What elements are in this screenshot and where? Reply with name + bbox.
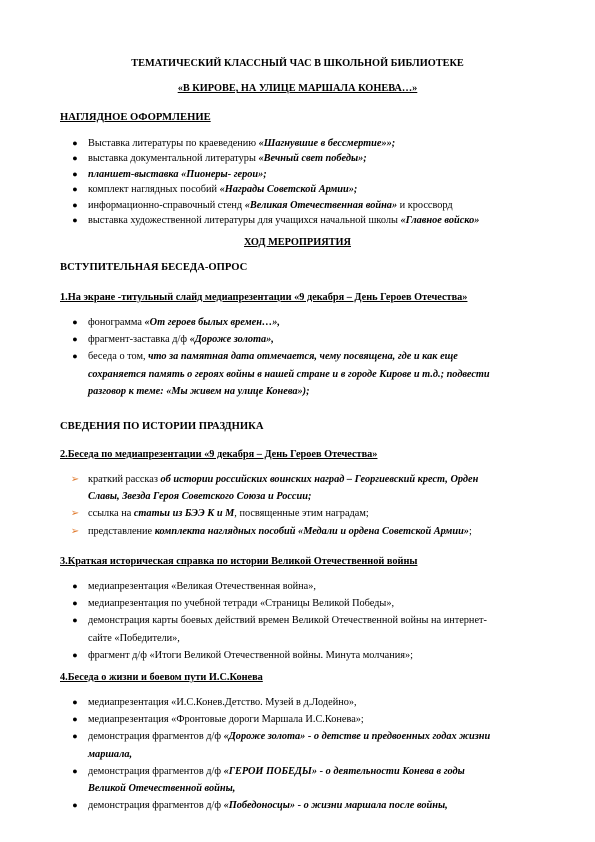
list-item-em: планшет-выставка «Пионеры- герои»; (88, 168, 267, 180)
list-item (88, 488, 568, 505)
bullet-icon: ● (72, 581, 78, 591)
list-item-em: комплекта наглядных пособий «Медали и ордена Советской Армии» (154, 525, 469, 537)
subheading-4: 4.Беседа о жизни и боевом пути И.С.Конева (60, 672, 263, 683)
list-item-pre: краткий рассказ (88, 474, 161, 485)
list-item-em: «Вечный свет победы»; (258, 153, 367, 165)
document-subtitle: «В КИРОВЕ, НА УЛИЦЕ МАРШАЛА КОНЕВА…» (177, 83, 418, 94)
list-item (72, 314, 568, 331)
list-item-pre: ссылка на (88, 508, 134, 520)
sub1-list (72, 314, 568, 400)
list-item-pre: медиапрезентация «Фронтовые дороги Маршала И.С.Конева»; (88, 714, 364, 726)
bullet-icon: ● (72, 598, 78, 609)
section-heading-history: СВЕДЕНИЯ ПО ИСТОРИИ ПРАЗДНИКА (60, 421, 264, 432)
list-item (72, 198, 568, 213)
list-item (72, 711, 568, 728)
bullet-icon: ● (72, 800, 78, 811)
sub4-list (72, 694, 568, 814)
list-item (70, 523, 568, 540)
bullet-icon: ● (72, 714, 78, 725)
list-item (72, 728, 568, 745)
list-item (70, 471, 568, 488)
bullet-icon: ● (72, 138, 78, 148)
list-item (88, 366, 568, 383)
list-item-pre: комплект наглядных пособий (88, 184, 220, 196)
bullet-icon: ● (72, 317, 78, 327)
bullet-icon: ● (72, 168, 78, 179)
list-item-pre: фонограмма (88, 317, 145, 328)
list-item (88, 746, 568, 763)
list-item (70, 505, 568, 522)
list-item-em: что за памятная дата отмечается, чему посвящена, где и как еще (148, 351, 458, 363)
list-item-em: «Великая Отечественная война» (244, 199, 398, 211)
bullet-icon: ● (72, 199, 78, 210)
list-item (72, 331, 568, 348)
list-item-pre: фрагмент д/ф «Итоги Великой Отечественной войны. Минута молчания»; (88, 649, 413, 661)
arrow-bullet-icon: ➢ (70, 525, 80, 537)
list-item-em: маршала, (88, 748, 133, 760)
list-item-em: «От героев былых времен…», (144, 317, 280, 328)
list-item (72, 213, 568, 228)
list-item (72, 578, 568, 595)
bullet-icon: ● (72, 731, 78, 742)
list-item-pre: информационно-справочный стенд (88, 199, 245, 211)
section-heading-course: ХОД МЕРОПРИЯТИЯ (244, 237, 351, 248)
list-item (88, 630, 568, 647)
bullet-icon: ● (72, 334, 78, 345)
list-item-em: «ГЕРОИ ПОБЕДЫ» - о деятельности Конева в годы (223, 765, 465, 777)
list-item-pre: демонстрация фрагментов д/ф (88, 731, 224, 743)
subheading-1: 1.На экране -титульный слайд медиапрезентации «9 декабря – День Героев Отечества» (60, 292, 468, 303)
list-item-em: об истории российских воинских наград – Георгиевский крест, Орден (160, 474, 479, 485)
list-item-post: ; (468, 525, 472, 537)
subheading-2: 2.Беседа по медиапрезентации «9 декабря – День Героев Отечества» (60, 449, 378, 460)
list-item-pre: выставка документальной литературы (88, 153, 259, 165)
list-item-pre: медиапрезентация «Великая Отечественная война», (88, 581, 316, 592)
list-item-pre: фрагмент-заставка д/ф (88, 334, 190, 346)
list-item-post: и кроссворд (397, 199, 453, 211)
list-item-em: «Шагнувшие в бессмертие»»; (258, 138, 396, 149)
list-item-pre: представление (88, 525, 155, 537)
arrow-bullet-icon: ➢ (70, 474, 80, 485)
list-item-pre: медиапрезентация по учебной тетради «Страницы Великой Победы», (88, 598, 395, 610)
bullet-icon: ● (72, 649, 78, 660)
arrow-bullet-icon: ➢ (70, 508, 80, 520)
bullet-icon: ● (72, 351, 78, 362)
list-item-post: , посвященные этим наградам; (234, 508, 369, 520)
list-item (72, 348, 568, 365)
list-item-em: статьи из БЭЭ К и М (133, 508, 235, 520)
bullet-icon: ● (72, 615, 78, 626)
list-item (72, 612, 568, 629)
list-item-em: сохраняется память о героях войны в нашей стране и в городе Кирове и т.д.; подвести (88, 368, 490, 380)
list-item-em: «Награды Советской Армии»; (219, 184, 358, 196)
list-item-pre: Выставка литературы по краеведению (88, 138, 259, 149)
section-heading-visual: НАГЛЯДНОЕ ОФОРМЛЕНИЕ (60, 112, 211, 123)
document-title: ТЕМАТИЧЕСКИЙ КЛАССНЫЙ ЧАС В ШКОЛЬНОЙ БИБЛИОТЕКЕ (131, 58, 464, 69)
list-item-em: Великой Отечественной войны, (88, 783, 236, 795)
list-item-pre: медиапрезентация «И.С.Конев.Детство. Музей в д.Лодейно», (88, 697, 357, 708)
list-item-em: разговор к теме: «Мы живем на улице Конева»); (88, 385, 310, 397)
bullet-icon: ● (72, 765, 78, 776)
list-item (72, 151, 568, 166)
list-item-pre: сайте «Победители», (88, 632, 180, 644)
list-item-em: «Победоносцы» - о жизни маршала после войны, (223, 800, 448, 812)
sub2-list (70, 471, 568, 540)
list-item (72, 647, 568, 664)
list-item (72, 136, 568, 151)
list-item (72, 167, 568, 182)
bullet-icon: ● (72, 153, 78, 164)
list-item-em: Славы, Звезда Героя Советского Союза и России; (88, 491, 312, 503)
bullet-icon: ● (72, 215, 78, 226)
list-item (72, 694, 568, 711)
section-heading-intro: ВСТУПИТЕЛЬНАЯ БЕСЕДА-ОПРОС (60, 262, 248, 273)
list-item-em: «Дороже золота» - о детстве и предвоенных годах жизни (223, 731, 491, 743)
list-item-em: «Главное войско» (400, 215, 480, 227)
list-item (72, 763, 568, 780)
list-item (88, 383, 568, 400)
list-item (72, 595, 568, 612)
visual-list (72, 136, 568, 228)
list-item-pre: демонстрация фрагментов д/ф (88, 800, 224, 812)
bullet-icon: ● (72, 697, 78, 707)
list-item (88, 780, 568, 797)
list-item-pre: беседа о том, (88, 351, 149, 363)
list-item (72, 797, 568, 814)
subheading-3: 3.Краткая историческая справка по истории Великой Отечественной войны (60, 556, 418, 567)
list-item (72, 182, 568, 197)
sub3-list (72, 578, 568, 664)
list-item-pre: выставка художественной литературы для учащихся начальной школы (88, 215, 401, 227)
list-item-pre: демонстрация карты боевых действий времен Великой Отечественной войны на интернет- (88, 615, 487, 627)
bullet-icon: ● (72, 184, 78, 195)
list-item-pre: демонстрация фрагментов д/ф (88, 765, 224, 777)
list-item-em: «Дороже золота», (189, 334, 274, 346)
